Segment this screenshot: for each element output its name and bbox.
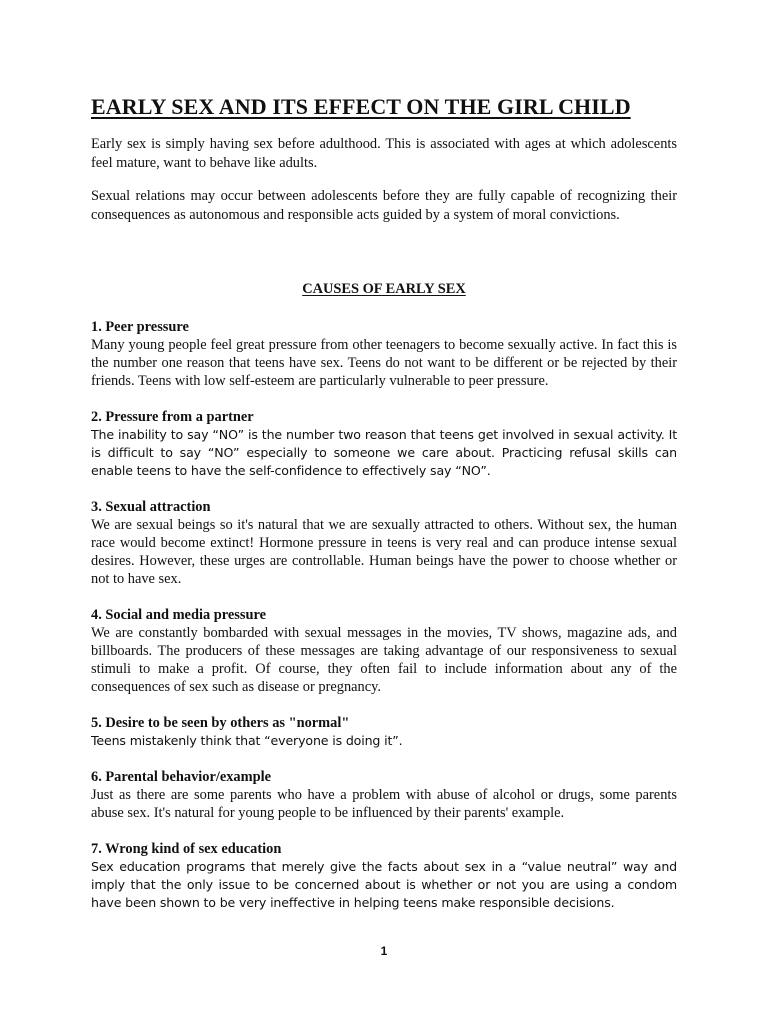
cause-title: 6. Parental behavior/example bbox=[91, 769, 271, 785]
cause-title: 3. Sexual attraction bbox=[91, 499, 211, 515]
document-title: EARLY SEX AND ITS EFFECT ON THE GIRL CHILD bbox=[91, 94, 631, 119]
cause-item bbox=[91, 498, 677, 588]
page-number: 1 bbox=[380, 944, 388, 958]
cause-body: The inability to say “NO” is the number two reason that teens get involved in sexual activity. It is difficult to say “NO” especially to someone we care about. Practicing refusal skills can enable teens to have the self-confidence to effectively say “NO”. bbox=[91, 427, 677, 478]
cause-body: Teens mistakenly think that “everyone is doing it”. bbox=[91, 733, 403, 748]
cause-title: 7. Wrong kind of sex education bbox=[91, 841, 282, 857]
section-heading: CAUSES OF EARLY SEX bbox=[302, 281, 466, 297]
cause-title: 2. Pressure from a partner bbox=[91, 409, 254, 425]
cause-item bbox=[91, 714, 677, 750]
cause-body: We are sexual beings so it's natural that we are sexually attracted to others. Without sex, the human race would become extinct! Hormone pressure in teens is very real and can produce intense sexual desires. However, these urges are controllable. Human beings have the power to choose whether or not to have sex. bbox=[91, 517, 677, 587]
cause-item bbox=[91, 408, 677, 480]
cause-title: 4. Social and media pressure bbox=[91, 607, 266, 623]
cause-body: Just as there are some parents who have a problem with abuse of alcohol or drugs, some parents abuse sex. It's natural for young people to be influenced by their parents' example. bbox=[91, 787, 677, 821]
cause-title: 1. Peer pressure bbox=[91, 319, 189, 335]
intro-paragraph-2: Sexual relations may occur between adolescents before they are fully capable of recognizing their consequences as autonomous and responsible acts guided by a system of moral convictions. bbox=[91, 188, 677, 223]
cause-body: We are constantly bombarded with sexual messages in the movies, TV shows, magazine ads, and billboards. The producers of these messages are taking advantage of our responsiveness to sexual stimuli to make a profit. Of course, they often fail to include information about any of the consequences of sex such as disease or pregnancy. bbox=[91, 625, 677, 695]
cause-item bbox=[91, 318, 677, 390]
cause-body: Many young people feel great pressure from other teenagers to become sexually active. In fact this is the number one reason that teens have sex. Teens do not want to be different or be rejected by their friends. Teens with low self-esteem are particularly vulnerable to peer pressure. bbox=[91, 337, 677, 389]
cause-body: Sex education programs that merely give the facts about sex in a “value neutral” way and imply that the only issue to be concerned about is whether or not you are using a condom have been shown to be very ineffective in helping teens make responsible decisions. bbox=[91, 859, 677, 910]
intro-paragraph-1: Early sex is simply having sex before adulthood. This is associated with ages at which adolescents feel mature, want to behave like adults. bbox=[91, 136, 677, 171]
cause-title: 5. Desire to be seen by others as "normal" bbox=[91, 715, 350, 731]
cause-item bbox=[91, 606, 677, 696]
cause-item bbox=[91, 768, 677, 822]
cause-item bbox=[91, 840, 677, 912]
